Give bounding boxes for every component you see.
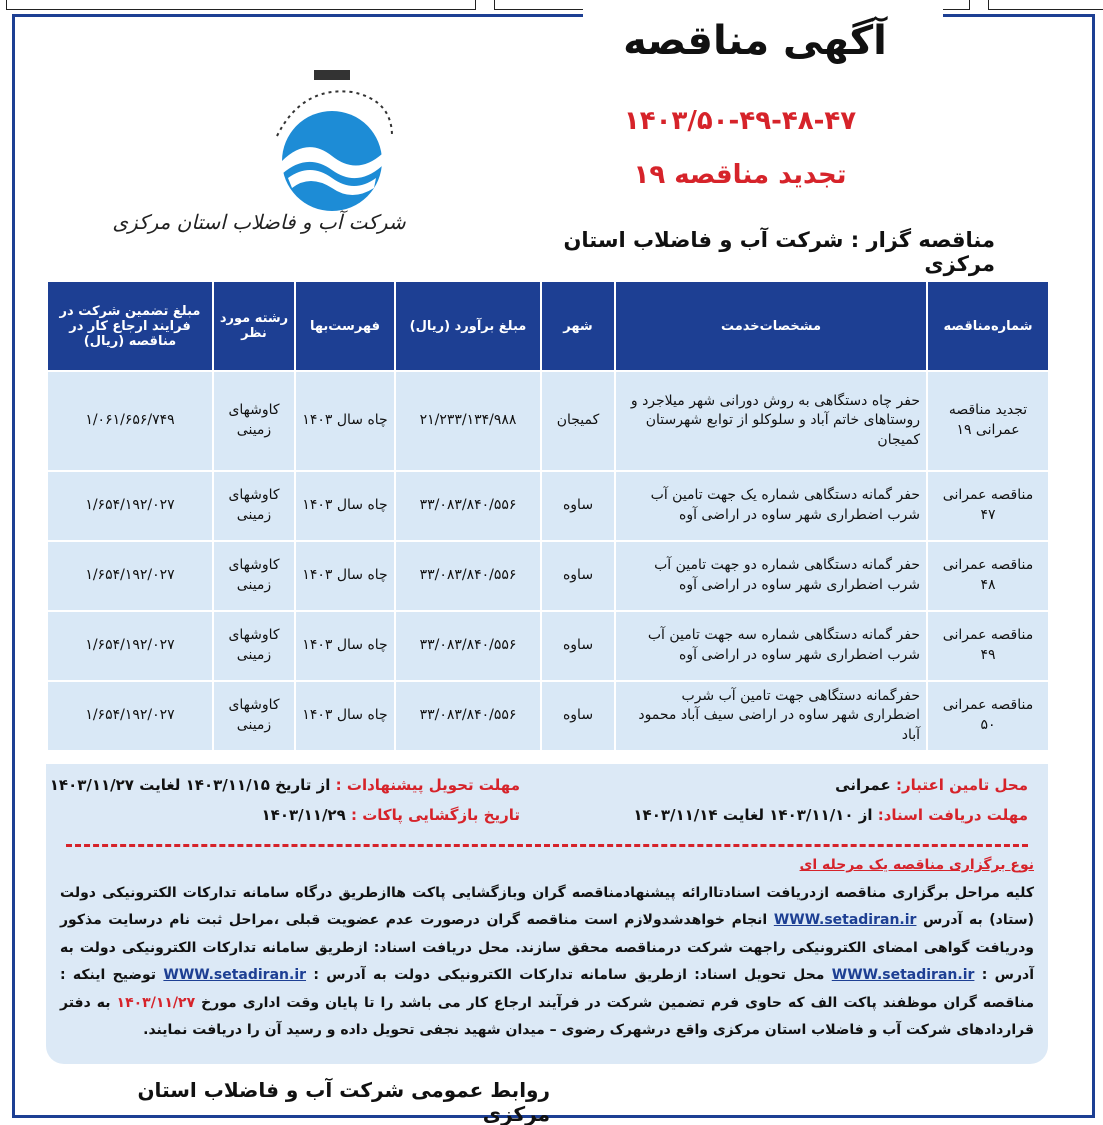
cell-field: کاوشهای زمینی — [213, 681, 295, 751]
cell-city: ساوه — [541, 541, 615, 611]
cell-city: ساوه — [541, 471, 615, 541]
cell-price-list: چاه سال ۱۴۰۳ — [295, 471, 395, 541]
water-drop-logo-icon — [92, 66, 422, 216]
cell-price-list: چاه سال ۱۴۰۳ — [295, 371, 395, 471]
cell-guarantee: ۱/۰۶۱/۶۵۶/۷۴۹ — [47, 371, 213, 471]
opening-label: تاریخ بازگشایی پاکات : — [350, 806, 520, 824]
docs-label: مهلت دریافت اسناد: — [877, 806, 1028, 824]
top-tab-right — [988, 0, 1103, 10]
cell-price-list: چاه سال ۱۴۰۳ — [295, 611, 395, 681]
cell-number: مناقصه عمرانی ۴۸ — [927, 541, 1049, 611]
cell-field: کاوشهای زمینی — [213, 611, 295, 681]
logo-caption: شرکت آب و فاضلاب استان مرکزی — [112, 210, 406, 234]
setad-link-1[interactable]: WWW.setadiran.ir — [773, 912, 917, 928]
credit-label: محل تامین اعتبار: — [895, 776, 1028, 794]
cell-service: حفر گمانه دستگاهی شماره یک جهت تامین آب شرب اضطراری شهر ساوه در اراضی آوه — [615, 471, 927, 541]
cell-service: حفرگمانه دستگاهی جهت تامین آب شرب اضطراری شهر ساوه در اراضی سیف آباد محمود آباد — [615, 681, 927, 751]
cell-city: ساوه — [541, 681, 615, 751]
instructions-part-3: محل تحویل اسناد: ازطریق سامانه تدارکات الکترونیکی دولت به آدرس : — [313, 967, 825, 983]
footer-public-relations: روابط عمومی شرکت آب و فاضلاب استان مرکزی — [137, 1078, 550, 1125]
renewal-title: تجدید مناقصه ۱۹ — [633, 160, 847, 190]
submission-deadline: ۱۴۰۳/۱۱/۲۷ — [116, 994, 196, 1011]
col-header-field: رشته مورد نظر — [213, 281, 295, 371]
tender-type: نوع برگزاری مناقصه یک مرحله ای — [799, 857, 1034, 873]
col-header-price-list: فهرست‌بها — [295, 281, 395, 371]
cell-estimate: ۳۳/۰۸۳/۸۴۰/۵۵۶ — [395, 471, 541, 541]
table-row — [47, 471, 1049, 541]
cell-estimate: ۳۳/۰۸۳/۸۴۰/۵۵۶ — [395, 681, 541, 751]
cell-guarantee: ۱/۶۵۴/۱۹۲/۰۲۷ — [47, 611, 213, 681]
cell-number: مناقصه عمرانی ۵۰ — [927, 681, 1049, 751]
tender-table — [46, 280, 1048, 760]
offers-label: مهلت تحویل پیشنهادات : — [335, 776, 520, 794]
docs-value: از ۱۴۰۳/۱۱/۱۰ لغایت ۱۴۰۳/۱۱/۱۴ — [633, 806, 873, 824]
table-row — [47, 371, 1049, 471]
col-header-city: شهر — [541, 281, 615, 371]
offers-deadline — [50, 776, 520, 794]
cell-guarantee: ۱/۶۵۴/۱۹۲/۰۲۷ — [47, 541, 213, 611]
table-header-row — [47, 281, 1049, 371]
cell-service: حفر گمانه دستگاهی شماره سه جهت تامین آب شرب اضطراری شهر ساوه در اراضی آوه — [615, 611, 927, 681]
instructions-part-1: کلیه مراحل برگزاری مناقصه ازدریافت اسنادتاارائه پیشنهادمناقصه گران وبازگشایی پاکت هاازطریق درگاه سامانه تدارکات الکترونیکی دولت (ستاد) به آدرس — [60, 884, 1035, 928]
tender-table-grid — [46, 280, 1050, 752]
cell-guarantee: ۱/۶۵۴/۱۹۲/۰۲۷ — [47, 681, 213, 751]
cell-estimate: ۲۱/۲۳۳/۱۳۴/۹۸۸ — [395, 371, 541, 471]
col-header-number: شماره‌مناقصه — [927, 281, 1049, 371]
setad-link-2[interactable]: WWW.setadiran.ir — [831, 967, 975, 983]
cell-city: کمیجان — [541, 371, 615, 471]
instructions-text — [60, 852, 1034, 1045]
cell-service: حفر چاه دستگاهی به روش دورانی شهر میلاجرد و روستاهای خاتم آباد و سلوکلو از توابع شهرستان کمیجان — [615, 371, 927, 471]
cell-field: کاوشهای زمینی — [213, 371, 295, 471]
setad-link-3[interactable]: WWW.setadiran.ir — [163, 967, 307, 983]
info-box — [46, 764, 1048, 1064]
page-title: آگهی مناقصه — [623, 18, 887, 64]
col-header-service: مشخصات‌خدمت — [615, 281, 927, 371]
cell-service: حفر گمانه دستگاهی شماره دو جهت تامین آب شرب اضطراری شهر ساوه در اراضی آوه — [615, 541, 927, 611]
credit-source — [835, 776, 1028, 794]
docs-deadline — [633, 806, 1028, 824]
cell-number: مناقصه عمرانی ۴۷ — [927, 471, 1049, 541]
cell-price-list: چاه سال ۱۴۰۳ — [295, 541, 395, 611]
top-tab-left — [6, 0, 476, 10]
cell-number: مناقصه عمرانی ۴۹ — [927, 611, 1049, 681]
organizer-line: مناقصه گزار : شرکت آب و فاضلاب استان مرکزی — [563, 228, 995, 276]
cell-number: تجدید مناقصه عمرانی ۱۹ — [927, 371, 1049, 471]
instructions-part-2: انجام خواهدشدولازم است مناقصه گران درصورت عدم عضویت قبلی ،مراحل ثبت نام درسایت مذکور ودریافت گواهی امضای الکترونیکی راجهت شرکت درمناقصه محقق سازند. محل دریافت اسناد: ازطریق سامانه تدارکات الکترونیکی دولت به آدرس : — [60, 912, 1035, 983]
cell-city: ساوه — [541, 611, 615, 681]
cell-estimate: ۳۳/۰۸۳/۸۴۰/۵۵۶ — [395, 541, 541, 611]
col-header-guarantee: مبلغ تضمین شرکت در فرایند ارجاع کار در مناقصه (ریال) — [47, 281, 213, 371]
instructions-part-4: توضیح اینکه : مناقصه گران موظفند پاکت الف که حاوی فرم تضمین شرکت در فرآیند ارجاع کار می باشد را تا پایان وقت اداری مورخ — [60, 967, 1035, 1011]
cell-field: کاوشهای زمینی — [213, 541, 295, 611]
cell-price-list: چاه سال ۱۴۰۳ — [295, 681, 395, 751]
dashed-divider — [66, 844, 1028, 847]
credit-value: عمرانی — [835, 776, 891, 794]
offers-value: از تاریخ ۱۴۰۳/۱۱/۱۵ لغایت ۱۴۰۳/۱۱/۲۷ — [49, 776, 331, 794]
opening-value: ۱۴۰۳/۱۱/۲۹ — [261, 806, 346, 824]
table-row — [47, 681, 1049, 751]
tender-numbers: ۱۴۰۳/۵۰-۴۹-۴۸-۴۷ — [623, 106, 857, 136]
table-row — [47, 611, 1049, 681]
cell-guarantee: ۱/۶۵۴/۱۹۲/۰۲۷ — [47, 471, 213, 541]
cell-field: کاوشهای زمینی — [213, 471, 295, 541]
cell-estimate: ۳۳/۰۸۳/۸۴۰/۵۵۶ — [395, 611, 541, 681]
instructions-part-5: به دفتر قراردادهای شرکت آب و فاضلاب استان مرکزی واقع درشهرک رضوی – میدان شهید نجفی تحویل داده و رسید آن را دریافت نمایند. — [60, 994, 1034, 1038]
opening-date — [262, 806, 520, 824]
col-header-estimate: مبلغ برآورد (ریال) — [395, 281, 541, 371]
table-row — [47, 541, 1049, 611]
